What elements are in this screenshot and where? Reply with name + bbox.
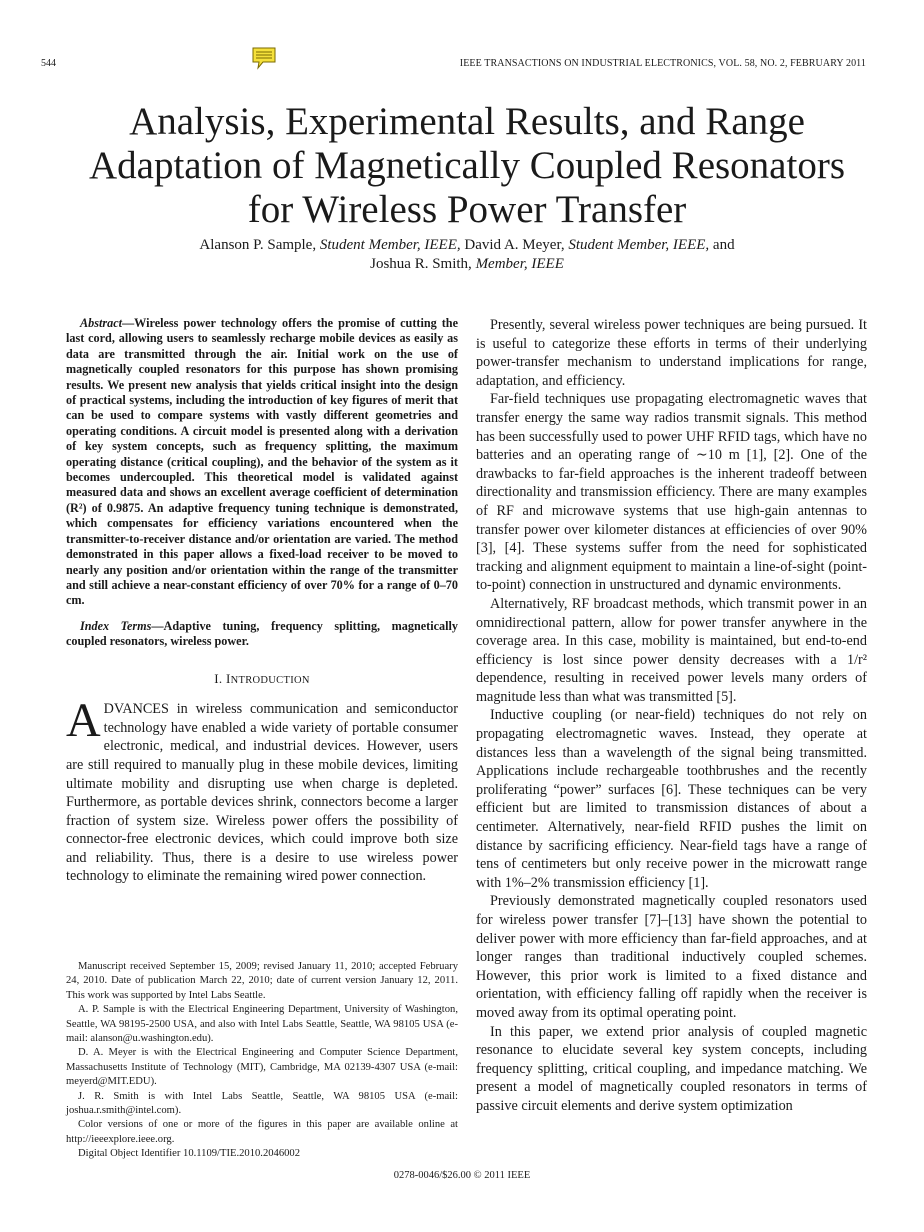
intro-paragraph (66, 694, 458, 886)
left-column (66, 316, 458, 886)
author-3-role: Member, IEEE (475, 256, 564, 272)
paragraph-overview: Presently, several wireless power techniques are being pursued. It is useful to categorize these efforts in terms of their underlying power-transfer mechanism to understand implications for range, adaptation, and efficiency. (476, 317, 867, 389)
footnote-author-1: A. P. Sample is with the Electrical Engineering Department, University of Washington, Seattle, WA 98195-2500 USA, and also with Intel Labs Seattle, Seattle, WA 98105 USA (e-mail: alanson@u.washington.edu). (66, 1004, 458, 1045)
section-first-letter: I (225, 670, 231, 686)
title-line-2: Adaptation of Magnetically Coupled Resonators (88, 144, 845, 187)
paragraph-far-field: Far-field techniques use propagating electromagnetic waves that transfer energy the same way radios transmit signals. This method has been successfully used to power UHF RFID tags, which have no batteries and an operating range of ∼10 m [1], [2]. One of the drawbacks to far-field approaches is the inherent tradeoff between directionality and transmission efficiency. There are many examples of RF and microwave systems that use high-gain antennas to transfer power over kilometer distances at efficiencies of over 90% [3], [4]. These systems suffer from the need for sophisticated tracking and alignment equipment to maintain a line-of-sight (point-to-point) connection in unstructured and dynamic environments. (476, 391, 867, 594)
author-conjunction: and (712, 237, 735, 253)
section-title-rest: NTRODUCTION (230, 674, 310, 686)
paper-title (40, 100, 894, 232)
abstract-text: Wireless power technology offers the promise of cutting the last cord, allowing users to seamlessly recharge mobile devices as easily as data are transmitted through the air. Initial work on the use of magnetically coupled resonators for this purpose has shown promising results. We present new analysis that yields critical insight into the design of practical systems, including the introduction of key figures of merit that can be used to compare systems with vastly different geometries and operating conditions. A circuit model is presented along with a derivation of key system concepts, such as frequency splitting, the maximum operating distance (critical coupling), and the behavior of the system as it becomes undercoupled. This theoretical model is validated against measured data and shows an excellent average coefficient of determination (R²) of 0.9875. An adaptive frequency tuning technique is demonstrated, which compensates for efficiency variations encountered when the transmitter-to-receiver distance and/or orientation are varied. The method demonstrated in this paper allows a fixed-load receiver to be moved to nearly any position and/or orientation within the range of the transmitter and still achieve a near-constant efficiency of over 70% for a range of 0–70 cm. (66, 316, 458, 608)
footnote-color-versions: Color versions of one or more of the figures in this paper are available online at http://ieeexplore.ieee.org. (66, 1119, 458, 1145)
section-heading-introduction (66, 670, 458, 691)
author-2-role: Student Member, IEEE, (568, 237, 710, 253)
drop-cap: A (66, 694, 101, 748)
author-2: David A. Meyer, (464, 237, 565, 253)
title-line-1: Analysis, Experimental Results, and Range (129, 100, 805, 143)
author-1-role: Student Member, IEEE, (319, 237, 461, 253)
sticky-note-icon[interactable] (251, 46, 277, 70)
abstract-label: Abstract (80, 316, 122, 330)
paragraph-this-paper: In this paper, we extend prior analysis of coupled magnetic resonance to elucidate several key system concepts, including frequency splitting, critical coupling, and impedance matching. We present a model of magnetically coupled resonators in terms of passive circuit elements and derive system optimization (476, 1023, 867, 1114)
footnote-author-3: J. R. Smith is with Intel Labs Seattle, Seattle, WA 98105 USA (e-mail: joshua.r.smith@intel.com). (66, 1090, 458, 1117)
abstract: Abstract—Wireless power technology offers the promise of cutting the last cord, allowing users to seamlessly recharge mobile devices as easily as data are transmitted through the air. Initial work on the use of magnetically coupled resonators for this purpose has shown promising results. We present new analysis that yields critical insight into the design of practical systems, including the introduction of key figures of merit that can be used to compare systems with vastly different geometries and operating conditions. A circuit model is presented along with a derivation of key system concepts, such as frequency splitting, the maximum operating distance (critical coupling), and the behavior of the system as it becomes undercoupled. This theoretical model is validated against measured data and shows an excellent average coefficient of determination (R²) of 0.9875. An adaptive frequency tuning technique is demonstrated, which compensates for efficiency variations encountered when the transmitter-to-receiver distance and/or orientation are varied. The method demonstrated in this paper allows a fixed-load receiver to be moved to nearly any position and/or orientation within the range of the transmitter and still achieve a near-constant efficiency of over 70% for a range of 0–70 cm. (66, 316, 458, 608)
footnote-doi: Digital Object Identifier 10.1109/TIE.2010.2046002 (78, 1148, 301, 1160)
index-terms-text: Adaptive tuning, frequency splitting, magnetically coupled resonators, wireless power. (66, 618, 458, 649)
index-terms-label: Index Terms (80, 618, 152, 633)
section-numeral: I. (214, 670, 223, 686)
author-3: Joshua R. Smith, (370, 256, 472, 272)
intro-text: in wireless communication and semiconductor technology have enabled a wide variety of portable consumer electronic, medical, and industrial devices. However, users are still required to manually plug in these mobile devices, limiting ultimate mobility and disrupting use when charge is depleted. Furthermore, as portable devices shrink, connectors become a larger fraction of system size. Wireless power offers the possibility of connector-free electronic devices, which could improve both size and reliability. Thus, there is a desire to use wireless power technology to eliminate the remaining wired power connection. (66, 701, 458, 885)
copyright-footer: 0278-0046/$26.00 © 2011 IEEE (393, 1170, 531, 1181)
paragraph-rf-broadcast: Alternatively, RF broadcast methods, which transmit power in an omnidirectional pattern, allow for power transfer anywhere in the coverage area. In this case, mobility is maintained, but end-to-end efficiency is lost since power density decreases with a 1/r² dependence, resulting in received power levels many orders of magnitude less than what was transmitted [5]. (476, 595, 867, 705)
page-number: 544 (41, 58, 56, 69)
paragraph-prior-work: Previously demonstrated magnetically coupled resonators used for wireless power transfer [7]–[13] have shown the potential to deliver power with more efficiency than far-field approaches, and at longer ranges than traditional inductively coupled schemes. However, this prior work is limited to a fixed distance and orientation, with efficiency falling off rapidly when the receiver is moved away from its optimal operating point. (476, 893, 867, 1021)
running-header: IEEE TRANSACTIONS ON INDUSTRIAL ELECTRONICS, VOL. 58, NO. 2, FEBRUARY 2011 (459, 58, 866, 69)
footnote-author-2: D. A. Meyer is with the Electrical Engineering and Computer Science Department, Massachusetts Institute of Technology (MIT), Cambridge, MA 02139-4307 USA (e-mail: meyerd@MIT.EDU). (66, 1047, 458, 1088)
index-terms: Index Terms—Adaptive tuning, frequency splitting, magnetically coupled resonators, wireless power. (66, 618, 458, 649)
title-line-3: for Wireless Power Transfer (247, 188, 687, 231)
footnote-manuscript: Manuscript received September 15, 2009; revised January 11, 2010; accepted February 24, 2010. Date of publication March 22, 2010; date of current version January 12, 2011. This work was supported by Intel Labs Seattle. (66, 961, 458, 1001)
paragraph-inductive: Inductive coupling (or near-field) techniques do not rely on propagating electromagnetic waves. Instead, they operate at distances less than a wavelength of the signal being transmitted. Applications include rechargeable toothbrushes and the recently proliferating “power” surfaces [6]. These techniques can be very efficient but are limited to transmission distances of about a centimeter. Alternatively, near-field RFID pushes the limit on distance by sacrificing efficiency. Near-field tags have a range of tens of centimeters but only receive power in the microwatt range with 1%–2% transmission efficiency [1]. (476, 707, 867, 891)
author-1: Alanson P. Sample, (199, 237, 317, 253)
author-list (40, 236, 894, 274)
intro-lead-word: DVANCES (103, 701, 169, 718)
right-column (476, 316, 867, 1116)
footnotes (66, 960, 458, 1162)
